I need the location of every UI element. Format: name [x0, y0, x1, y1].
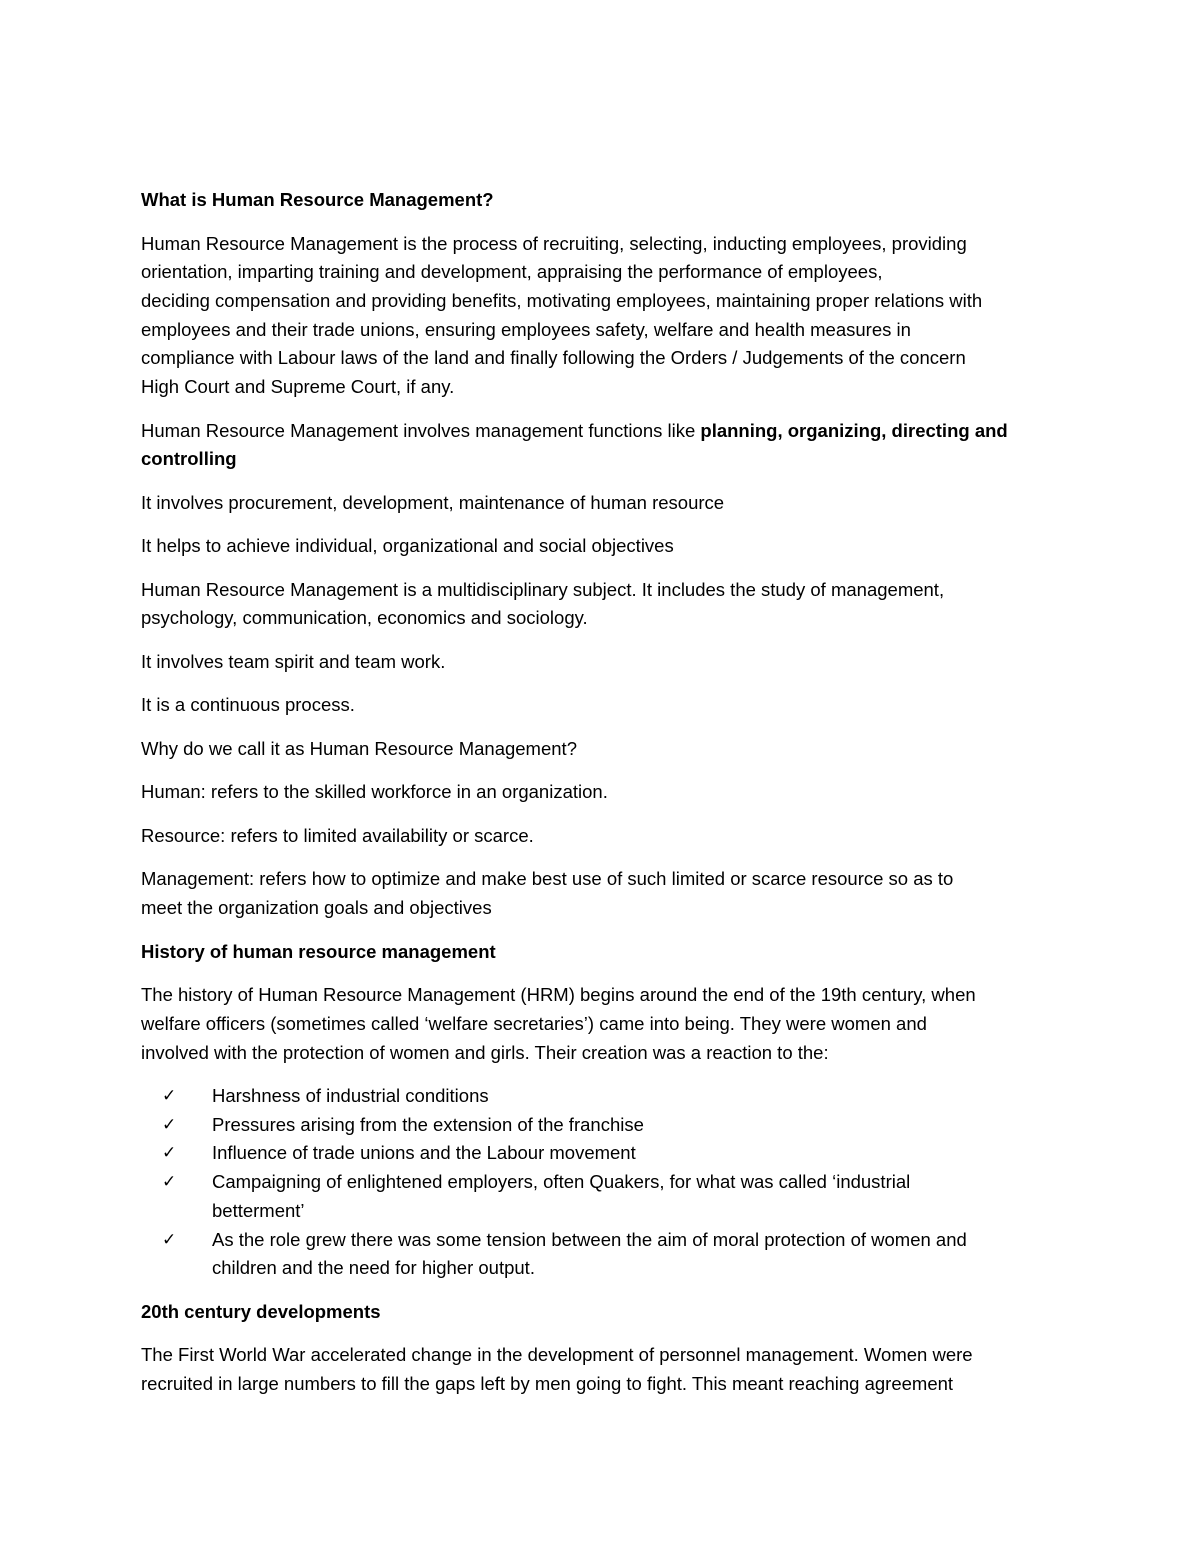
list-item — [141, 1168, 1066, 1225]
checklist-reactions — [141, 1082, 1066, 1283]
paragraph-management-definition: Management: refers how to optimize and make best use of such limited or scarce resource so as to meet the organization goals and objectives — [141, 868, 954, 919]
list-item — [141, 1082, 1066, 1111]
paragraph-resource-definition: Resource: refers to limited availability or scarce. — [141, 824, 534, 846]
functions-bold-text: planning, organizing, directing and — [700, 419, 1008, 441]
paragraph-why-call-hrm: Why do we call it as Human Resource Management? — [141, 737, 577, 759]
list-item — [141, 1226, 1066, 1283]
paragraph-management-functions — [141, 417, 1066, 474]
list-item-text: As the role grew there was some tension between the aim of moral protection of women and children and the need for higher output. — [212, 1228, 967, 1279]
heading-20th-century: 20th century developments — [141, 1300, 381, 1322]
functions-intro-text: Human Resource Management involves management functions like — [141, 419, 701, 441]
list-item-text: Campaigning of enlightened employers, often Quakers, for what was called ‘industrial betterment’ — [212, 1171, 911, 1221]
checkmark-icon: ✓ — [162, 1086, 177, 1107]
paragraph-objectives: It helps to achieve individual, organizational and social objectives — [141, 535, 674, 557]
list-item-text: Pressures arising from the extension of the franchise — [212, 1113, 644, 1135]
paragraph-team-spirit: It involves team spirit and team work. — [141, 650, 446, 672]
paragraph-hrm-definition: Human Resource Management is the process of recruiting, selecting, inducting employees, providing orientation, imparting training and development, appraising the performance of employees, deciding compensation and providing benefits, motivating employees, maintaining proper relations with employees and their trade unions, ensuring employees safety, welfare and health measures in compliance with Labour laws of the land and finally following the Orders / Judgements of the concern High Court and Supreme Court, if any. — [141, 232, 983, 398]
paragraph-first-world-war: The First World War accelerated change in the development of personnel management. Women were recruited in large numbers to fill the gaps left by men going to fight. This meant reaching agreement — [141, 1344, 973, 1394]
heading-what-is-hrm: What is Human Resource Management? — [141, 189, 494, 210]
paragraph-procurement: It involves procurement, development, maintenance of human resource — [141, 491, 725, 513]
checkmark-icon: ✓ — [162, 1114, 177, 1135]
list-item — [141, 1139, 1066, 1168]
list-item-text: Harshness of industrial conditions — [212, 1085, 489, 1107]
paragraph-human-definition: Human: refers to the skilled workforce in an organization. — [141, 781, 608, 803]
paragraph-history-intro: The history of Human Resource Management (HRM) begins around the end of the 19th century, when welfare officers (sometimes called ‘welfare secretaries’) came into being. They were women and involved with the protection of women and girls. Their creation was a reaction to the: — [141, 984, 976, 1063]
paragraph-continuous-process: It is a continuous process. — [141, 694, 355, 716]
list-item — [141, 1111, 1066, 1140]
checkmark-icon: ✓ — [162, 1229, 177, 1250]
functions-bold-text-cont: controlling — [141, 448, 237, 470]
checkmark-icon: ✓ — [162, 1172, 177, 1193]
document-body — [141, 186, 1066, 1413]
list-item-text: Influence of trade unions and the Labour movement — [212, 1142, 636, 1164]
paragraph-multidisciplinary: Human Resource Management is a multidisciplinary subject. It includes the study of management, psychology, communication, economics and sociology. — [141, 578, 945, 629]
heading-history-hrm: History of human resource management — [141, 940, 496, 962]
checkmark-icon: ✓ — [162, 1143, 177, 1164]
